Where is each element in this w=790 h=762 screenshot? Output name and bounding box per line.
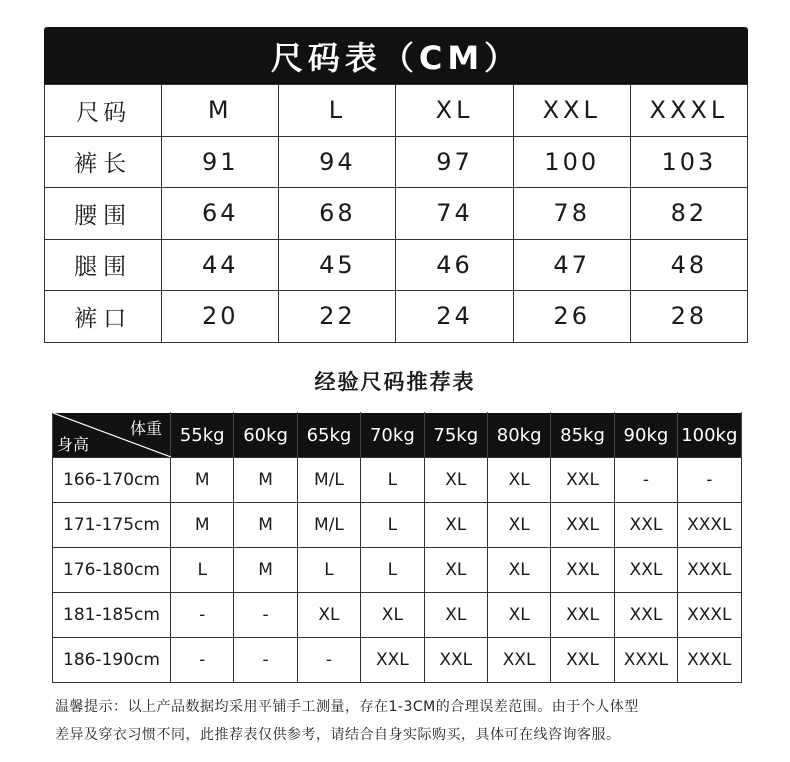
recommend-size-cell: -	[234, 593, 297, 638]
recommend-size-cell: M	[171, 503, 234, 548]
recommend-size-cell: XL	[487, 503, 550, 548]
size-cell: 24	[396, 291, 513, 343]
size-cell: 22	[279, 291, 396, 343]
recommend-size-cell: XL	[424, 458, 487, 503]
size-table	[44, 84, 748, 343]
weight-header-cell: 80kg	[487, 413, 550, 458]
recommend-size-cell: M	[234, 458, 297, 503]
recommend-size-cell: XL	[424, 548, 487, 593]
recommend-size-cell: M	[171, 458, 234, 503]
note-line-1: 温馨提示：以上产品数据均采用平铺手工测量，存在1-3CM的合理误差范围。由于个人体型	[55, 699, 639, 715]
size-cell: 68	[279, 188, 396, 240]
recommend-size-cell: -	[171, 638, 234, 683]
recommend-table-title: 经验尺码推荐表	[314, 370, 476, 394]
size-row-label: 腿围	[45, 239, 162, 291]
weight-header-cell: 100kg	[678, 413, 741, 458]
recommend-size-cell: XXXL	[614, 638, 677, 683]
corner-height-label: 身高	[57, 435, 90, 454]
size-cell: 44	[162, 239, 279, 291]
recommend-size-cell: XXL	[551, 638, 614, 683]
size-row	[45, 188, 748, 240]
recommend-size-cell: XL	[361, 593, 424, 638]
size-header-cell: XXXL	[630, 85, 747, 137]
recommend-size-cell: XXL	[361, 638, 424, 683]
recommend-size-cell: -	[614, 458, 677, 503]
weight-header-cell: 55kg	[171, 413, 234, 458]
recommend-size-cell: -	[297, 638, 360, 683]
size-header-row	[45, 85, 748, 137]
recommend-row	[53, 593, 742, 638]
recommend-size-cell: XL	[487, 548, 550, 593]
recommend-size-cell: XL	[487, 458, 550, 503]
recommend-row	[53, 638, 742, 683]
recommend-size-cell: XXL	[551, 503, 614, 548]
recommend-row	[53, 503, 742, 548]
size-header-cell: M	[162, 85, 279, 137]
recommend-size-cell: L	[361, 503, 424, 548]
weight-header-cell: 85kg	[551, 413, 614, 458]
recommend-size-cell: XXL	[614, 548, 677, 593]
recommend-size-cell: M	[234, 548, 297, 593]
size-cell: 20	[162, 291, 279, 343]
size-header-cell: XL	[396, 85, 513, 137]
size-cell: 48	[630, 239, 747, 291]
size-row-label: 腰围	[45, 188, 162, 240]
recommend-size-cell: L	[361, 548, 424, 593]
recommend-size-cell: XL	[297, 593, 360, 638]
recommend-size-cell: -	[171, 593, 234, 638]
size-row-label: 裤口	[45, 291, 162, 343]
recommend-size-cell: XL	[424, 503, 487, 548]
recommend-size-cell: L	[171, 548, 234, 593]
recommend-row	[53, 458, 742, 503]
height-row-label: 181-185cm	[53, 593, 171, 638]
recommend-size-cell: M/L	[297, 458, 360, 503]
recommend-size-cell: M/L	[297, 503, 360, 548]
note-line-2: 差异及穿衣习惯不同，此推荐表仅供参考，请结合自身实际购买，具体可在线咨询客服。	[55, 727, 621, 743]
size-cell: 47	[513, 239, 630, 291]
weight-header-cell: 60kg	[234, 413, 297, 458]
size-cell: 45	[279, 239, 396, 291]
size-row	[45, 136, 748, 188]
size-header-label: 尺码	[45, 85, 162, 137]
recommend-size-cell: XL	[424, 593, 487, 638]
size-row-label: 裤长	[45, 136, 162, 188]
recommend-size-cell: XXXL	[678, 638, 741, 683]
size-row	[45, 239, 748, 291]
size-cell: 100	[513, 136, 630, 188]
size-cell: 26	[513, 291, 630, 343]
recommend-size-cell: L	[361, 458, 424, 503]
weight-header-cell: 90kg	[614, 413, 677, 458]
recommend-size-cell: -	[678, 458, 741, 503]
size-cell: 28	[630, 291, 747, 343]
size-row	[45, 291, 748, 343]
weight-header-cell: 75kg	[424, 413, 487, 458]
corner-weight-label: 体重	[129, 419, 162, 438]
height-row-label: 176-180cm	[53, 548, 171, 593]
recommend-size-cell: XXL	[614, 503, 677, 548]
weight-header-cell: 70kg	[361, 413, 424, 458]
size-cell: 64	[162, 188, 279, 240]
size-cell: 46	[396, 239, 513, 291]
recommend-size-cell: M	[234, 503, 297, 548]
recommend-header-row	[53, 413, 742, 458]
size-cell: 78	[513, 188, 630, 240]
recommend-size-cell: XXL	[551, 593, 614, 638]
size-cell: 94	[279, 136, 396, 188]
recommend-size-cell: XXL	[551, 548, 614, 593]
recommend-size-cell: XXL	[487, 638, 550, 683]
recommend-size-cell: XXL	[614, 593, 677, 638]
weight-header-cell: 65kg	[297, 413, 360, 458]
recommend-size-cell: XXL	[424, 638, 487, 683]
recommend-size-cell: XXXL	[678, 548, 741, 593]
size-cell: 91	[162, 136, 279, 188]
recommend-size-cell: XXXL	[678, 593, 741, 638]
size-header-cell: L	[279, 85, 396, 137]
size-cell: 97	[396, 136, 513, 188]
recommend-table	[52, 412, 742, 683]
height-row-label: 171-175cm	[53, 503, 171, 548]
recommend-size-cell: XXL	[551, 458, 614, 503]
height-row-label: 166-170cm	[53, 458, 171, 503]
height-row-label: 186-190cm	[53, 638, 171, 683]
recommend-row	[53, 548, 742, 593]
recommend-size-cell: L	[297, 548, 360, 593]
recommend-size-cell: XL	[487, 593, 550, 638]
size-cell: 82	[630, 188, 747, 240]
size-cell: 74	[396, 188, 513, 240]
size-cell: 103	[630, 136, 747, 188]
size-header-cell: XXL	[513, 85, 630, 137]
recommend-size-cell: XXXL	[678, 503, 741, 548]
recommend-size-cell: -	[234, 638, 297, 683]
size-table-title: 尺码表（CM）	[44, 27, 748, 85]
corner-cell	[53, 413, 171, 458]
